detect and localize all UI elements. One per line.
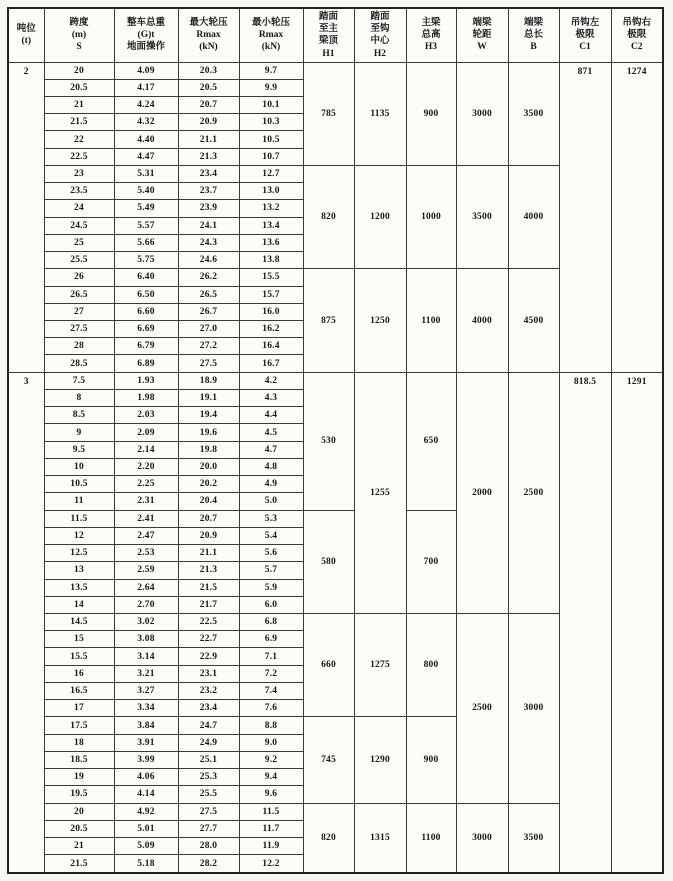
header-b xyxy=(508,8,559,62)
cell-rmax: 23.4 xyxy=(178,165,239,182)
cell-h1-group: 660 xyxy=(303,614,354,717)
cell-weight: 6.50 xyxy=(114,286,178,303)
header-c2-line: 吊钩右 xyxy=(622,17,651,28)
cell-weight: 6.60 xyxy=(114,303,178,320)
cell-rmax: 18.9 xyxy=(178,372,239,389)
cell-rmax: 26.2 xyxy=(178,269,239,286)
cell-weight: 2.20 xyxy=(114,458,178,475)
header-h1-line: H1 xyxy=(322,48,335,59)
cell-rmin: 12.2 xyxy=(239,855,303,873)
cell-span: 20.5 xyxy=(44,820,114,837)
cell-rmin: 9.2 xyxy=(239,751,303,768)
cell-rmax: 23.1 xyxy=(178,665,239,682)
header-rmin-line: (kN) xyxy=(261,42,281,53)
cell-rmin: 5.4 xyxy=(239,527,303,544)
cell-span: 26.5 xyxy=(44,286,114,303)
header-h2-line: 中心 xyxy=(370,36,390,47)
cell-span: 20 xyxy=(44,803,114,820)
cell-weight: 4.06 xyxy=(114,769,178,786)
cell-rmax: 20.9 xyxy=(178,527,239,544)
cell-weight: 4.24 xyxy=(114,96,178,113)
cell-span: 20.5 xyxy=(44,79,114,96)
cell-c2: 1274 xyxy=(611,62,663,372)
cell-h2-group: 1255 xyxy=(354,372,406,613)
header-span-line: (m) xyxy=(71,30,87,41)
header-h1-line: 梁顶 xyxy=(318,36,338,47)
cell-weight: 2.64 xyxy=(114,579,178,596)
cell-rmax: 28.0 xyxy=(178,838,239,855)
cell-rmin: 13.4 xyxy=(239,217,303,234)
cell-span: 27 xyxy=(44,303,114,320)
cell-rmax: 27.5 xyxy=(178,355,239,372)
cell-rmin: 4.3 xyxy=(239,389,303,406)
cell-rmax: 21.3 xyxy=(178,562,239,579)
cell-weight: 6.79 xyxy=(114,338,178,355)
cell-span: 10 xyxy=(44,458,114,475)
cell-span: 25 xyxy=(44,234,114,251)
cell-span: 13.5 xyxy=(44,579,114,596)
cell-rmax: 20.5 xyxy=(178,79,239,96)
cell-weight: 2.59 xyxy=(114,562,178,579)
cell-rmax: 22.9 xyxy=(178,648,239,665)
cell-b-group: 2500 xyxy=(508,372,559,613)
cell-rmin: 11.5 xyxy=(239,803,303,820)
spec-table xyxy=(7,7,664,874)
header-h2-line: H2 xyxy=(373,48,387,59)
cell-rmax: 25.1 xyxy=(178,751,239,768)
cell-span: 21.5 xyxy=(44,855,114,873)
cell-rmax: 24.9 xyxy=(178,734,239,751)
cell-weight: 1.93 xyxy=(114,372,178,389)
header-w xyxy=(456,8,508,62)
header-h2 xyxy=(354,8,406,62)
header-weight-line: (G)t xyxy=(137,30,155,41)
cell-c1: 871 xyxy=(559,62,611,372)
cell-h2-group: 1290 xyxy=(354,717,406,803)
cell-span: 9 xyxy=(44,424,114,441)
cell-rmin: 4.2 xyxy=(239,372,303,389)
cell-rmax: 27.2 xyxy=(178,338,239,355)
cell-rmax: 25.3 xyxy=(178,769,239,786)
cell-w-group: 4000 xyxy=(456,269,508,372)
cell-rmin: 7.4 xyxy=(239,682,303,699)
cell-b-group: 3500 xyxy=(508,803,559,873)
cell-weight: 4.14 xyxy=(114,786,178,803)
cell-span: 23.5 xyxy=(44,183,114,200)
cell-rmin: 11.9 xyxy=(239,838,303,855)
cell-span: 22.5 xyxy=(44,148,114,165)
cell-rmax: 20.0 xyxy=(178,458,239,475)
cell-span: 13 xyxy=(44,562,114,579)
cell-span: 25.5 xyxy=(44,252,114,269)
cell-rmax: 20.4 xyxy=(178,493,239,510)
cell-weight: 5.31 xyxy=(114,165,178,182)
cell-rmin: 12.7 xyxy=(239,165,303,182)
cell-rmax: 23.2 xyxy=(178,682,239,699)
cell-rmin: 10.7 xyxy=(239,148,303,165)
cell-rmax: 21.3 xyxy=(178,148,239,165)
cell-h1-group: 785 xyxy=(303,62,354,165)
cell-h1-group: 580 xyxy=(303,510,354,613)
cell-h1-group: 875 xyxy=(303,269,354,372)
cell-rmin: 11.7 xyxy=(239,820,303,837)
cell-weight: 4.92 xyxy=(114,803,178,820)
cell-span: 19.5 xyxy=(44,786,114,803)
header-h3-line: 主梁 xyxy=(421,17,441,28)
cell-tonnage: 2 xyxy=(8,62,44,372)
header-b-line: 总长 xyxy=(523,30,543,41)
cell-h3-group: 650 xyxy=(406,372,456,510)
cell-span: 24.5 xyxy=(44,217,114,234)
cell-rmin: 4.8 xyxy=(239,458,303,475)
cell-h3-group: 800 xyxy=(406,614,456,717)
cell-weight: 6.40 xyxy=(114,269,178,286)
cell-rmin: 4.7 xyxy=(239,441,303,458)
cell-rmin: 16.4 xyxy=(239,338,303,355)
cell-weight: 5.75 xyxy=(114,252,178,269)
cell-rmax: 21.1 xyxy=(178,131,239,148)
cell-rmin: 10.3 xyxy=(239,114,303,131)
header-c2 xyxy=(611,8,663,62)
cell-rmax: 20.7 xyxy=(178,510,239,527)
cell-weight: 4.09 xyxy=(114,62,178,79)
cell-weight: 3.08 xyxy=(114,631,178,648)
cell-rmin: 13.6 xyxy=(239,234,303,251)
cell-weight: 3.02 xyxy=(114,614,178,631)
cell-span: 23 xyxy=(44,165,114,182)
cell-rmax: 20.3 xyxy=(178,62,239,79)
header-rmin-line: 最小轮压 xyxy=(251,17,290,28)
cell-weight: 5.01 xyxy=(114,820,178,837)
cell-span: 16 xyxy=(44,665,114,682)
cell-rmin: 6.8 xyxy=(239,614,303,631)
cell-weight: 3.84 xyxy=(114,717,178,734)
cell-w-group: 2000 xyxy=(456,372,508,613)
cell-h2-group: 1315 xyxy=(354,803,406,873)
header-rmax-line: Rmax xyxy=(196,30,221,41)
cell-h3-group: 700 xyxy=(406,510,456,613)
cell-weight: 2.03 xyxy=(114,407,178,424)
cell-weight: 1.98 xyxy=(114,389,178,406)
cell-h1-group: 820 xyxy=(303,803,354,873)
header-c1-line: C1 xyxy=(579,42,591,53)
header-w-line: 端梁 xyxy=(472,17,492,28)
cell-span: 9.5 xyxy=(44,441,114,458)
cell-h3-group: 1100 xyxy=(406,803,456,873)
cell-weight: 5.49 xyxy=(114,200,178,217)
header-weight-line: 整车总重 xyxy=(126,17,165,28)
cell-span: 12.5 xyxy=(44,545,114,562)
cell-rmin: 6.0 xyxy=(239,596,303,613)
header-w-line: W xyxy=(477,42,487,53)
cell-rmax: 20.2 xyxy=(178,476,239,493)
cell-rmin: 9.0 xyxy=(239,734,303,751)
cell-w-group: 3500 xyxy=(456,165,508,268)
cell-span: 21 xyxy=(44,96,114,113)
cell-span: 11.5 xyxy=(44,510,114,527)
cell-h2-group: 1250 xyxy=(354,269,406,372)
cell-rmax: 21.7 xyxy=(178,596,239,613)
header-span-line: 跨度 xyxy=(69,17,89,28)
header-b-line: B xyxy=(530,42,537,53)
cell-rmin: 7.6 xyxy=(239,700,303,717)
cell-w-group: 2500 xyxy=(456,614,508,804)
cell-rmin: 10.5 xyxy=(239,131,303,148)
cell-rmin: 6.9 xyxy=(239,631,303,648)
table-body xyxy=(8,62,663,873)
header-h1-line: 踏面 xyxy=(318,11,338,22)
cell-span: 14.5 xyxy=(44,614,114,631)
header-c2-line: 极限 xyxy=(627,30,647,41)
cell-tonnage: 3 xyxy=(8,372,44,873)
cell-rmin: 4.5 xyxy=(239,424,303,441)
cell-weight: 2.41 xyxy=(114,510,178,527)
cell-rmin: 4.9 xyxy=(239,476,303,493)
cell-rmin: 13.0 xyxy=(239,183,303,200)
cell-weight: 5.09 xyxy=(114,838,178,855)
cell-weight: 3.14 xyxy=(114,648,178,665)
cell-span: 12 xyxy=(44,527,114,544)
cell-b-group: 4500 xyxy=(508,269,559,372)
cell-rmax: 23.7 xyxy=(178,183,239,200)
table-row xyxy=(8,62,663,79)
cell-rmax: 19.6 xyxy=(178,424,239,441)
cell-b-group: 4000 xyxy=(508,165,559,268)
cell-span: 20 xyxy=(44,62,114,79)
cell-span: 21 xyxy=(44,838,114,855)
cell-span: 26 xyxy=(44,269,114,286)
cell-w-group: 3000 xyxy=(456,62,508,165)
header-weight-line: 地面操作 xyxy=(126,42,165,53)
cell-rmin: 9.6 xyxy=(239,786,303,803)
cell-c2: 1291 xyxy=(611,372,663,873)
header-span-line: S xyxy=(76,42,82,53)
cell-rmin: 5.6 xyxy=(239,545,303,562)
cell-rmax: 19.8 xyxy=(178,441,239,458)
cell-rmin: 16.2 xyxy=(239,321,303,338)
cell-c1: 818.5 xyxy=(559,372,611,873)
cell-rmin: 16.7 xyxy=(239,355,303,372)
cell-weight: 4.32 xyxy=(114,114,178,131)
cell-span: 8.5 xyxy=(44,407,114,424)
cell-rmax: 26.5 xyxy=(178,286,239,303)
header-tonnage-line: (t) xyxy=(21,36,31,47)
cell-weight: 3.91 xyxy=(114,734,178,751)
cell-span: 28.5 xyxy=(44,355,114,372)
table-row xyxy=(8,372,663,389)
header-c1-line: 吊钩左 xyxy=(570,17,600,28)
cell-span: 27.5 xyxy=(44,321,114,338)
cell-h3-group: 1000 xyxy=(406,165,456,268)
header-h1-line: 至主 xyxy=(318,23,338,34)
cell-weight: 2.25 xyxy=(114,476,178,493)
cell-h2-group: 1275 xyxy=(354,614,406,717)
cell-weight: 4.47 xyxy=(114,148,178,165)
header-h1 xyxy=(303,8,354,62)
cell-weight: 2.09 xyxy=(114,424,178,441)
header-rmax xyxy=(178,8,239,62)
cell-rmin: 7.1 xyxy=(239,648,303,665)
header-rmin xyxy=(239,8,303,62)
cell-weight: 2.31 xyxy=(114,493,178,510)
cell-rmax: 26.7 xyxy=(178,303,239,320)
cell-rmax: 27.5 xyxy=(178,803,239,820)
cell-rmax: 20.7 xyxy=(178,96,239,113)
header-rmin-line: Rmax xyxy=(258,30,284,41)
cell-h3-group: 1100 xyxy=(406,269,456,372)
cell-rmax: 24.1 xyxy=(178,217,239,234)
cell-rmin: 9.9 xyxy=(239,79,303,96)
cell-h3-group: 900 xyxy=(406,717,456,803)
cell-weight: 2.53 xyxy=(114,545,178,562)
cell-weight: 2.70 xyxy=(114,596,178,613)
header-c1-line: 极限 xyxy=(575,30,595,41)
cell-rmin: 8.8 xyxy=(239,717,303,734)
cell-span: 17.5 xyxy=(44,717,114,734)
cell-weight: 2.14 xyxy=(114,441,178,458)
header-h3-line: 总高 xyxy=(421,30,441,41)
cell-rmin: 15.7 xyxy=(239,286,303,303)
cell-rmin: 16.0 xyxy=(239,303,303,320)
cell-weight: 6.69 xyxy=(114,321,178,338)
cell-weight: 4.17 xyxy=(114,79,178,96)
cell-w-group: 3000 xyxy=(456,803,508,873)
cell-rmin: 9.7 xyxy=(239,62,303,79)
cell-span: 18.5 xyxy=(44,751,114,768)
cell-rmax: 21.1 xyxy=(178,545,239,562)
header-rmax-line: 最大轮压 xyxy=(189,17,228,28)
cell-rmin: 13.8 xyxy=(239,252,303,269)
cell-rmin: 10.1 xyxy=(239,96,303,113)
cell-rmax: 24.6 xyxy=(178,252,239,269)
cell-b-group: 3000 xyxy=(508,614,559,804)
header-b-line: 端梁 xyxy=(523,17,543,28)
cell-rmax: 28.2 xyxy=(178,855,239,873)
cell-rmin: 4.4 xyxy=(239,407,303,424)
cell-weight: 5.57 xyxy=(114,217,178,234)
header-w-line: 轮距 xyxy=(472,30,492,41)
cell-rmax: 24.7 xyxy=(178,717,239,734)
cell-weight: 3.21 xyxy=(114,665,178,682)
header-row xyxy=(8,8,663,62)
cell-span: 7.5 xyxy=(44,372,114,389)
cell-span: 10.5 xyxy=(44,476,114,493)
header-rmax-line: (kN) xyxy=(199,42,218,53)
cell-weight: 5.40 xyxy=(114,183,178,200)
cell-h1-group: 530 xyxy=(303,372,354,510)
cell-weight: 5.66 xyxy=(114,234,178,251)
cell-h2-group: 1135 xyxy=(354,62,406,165)
cell-span: 11 xyxy=(44,493,114,510)
cell-weight: 5.18 xyxy=(114,855,178,873)
cell-rmax: 27.0 xyxy=(178,321,239,338)
cell-rmax: 24.3 xyxy=(178,234,239,251)
cell-weight: 2.47 xyxy=(114,527,178,544)
cell-h3-group: 900 xyxy=(406,62,456,165)
cell-rmax: 23.9 xyxy=(178,200,239,217)
cell-span: 15 xyxy=(44,631,114,648)
cell-span: 19 xyxy=(44,769,114,786)
cell-h2-group: 1200 xyxy=(354,165,406,268)
cell-rmin: 13.2 xyxy=(239,200,303,217)
header-tonnage xyxy=(8,8,44,62)
cell-rmax: 19.1 xyxy=(178,389,239,406)
header-weight xyxy=(114,8,178,62)
cell-b-group: 3500 xyxy=(508,62,559,165)
cell-rmin: 5.9 xyxy=(239,579,303,596)
cell-rmin: 5.0 xyxy=(239,493,303,510)
cell-span: 16.5 xyxy=(44,682,114,699)
header-span xyxy=(44,8,114,62)
cell-rmax: 27.7 xyxy=(178,820,239,837)
table-header xyxy=(8,8,663,62)
cell-rmin: 9.4 xyxy=(239,769,303,786)
cell-span: 28 xyxy=(44,338,114,355)
cell-rmin: 5.3 xyxy=(239,510,303,527)
cell-h1-group: 745 xyxy=(303,717,354,803)
cell-span: 22 xyxy=(44,131,114,148)
cell-rmax: 22.5 xyxy=(178,614,239,631)
cell-weight: 3.99 xyxy=(114,751,178,768)
cell-span: 24 xyxy=(44,200,114,217)
cell-span: 18 xyxy=(44,734,114,751)
cell-rmax: 19.4 xyxy=(178,407,239,424)
header-tonnage-line: 吨位 xyxy=(16,23,36,34)
cell-span: 17 xyxy=(44,700,114,717)
cell-rmax: 20.9 xyxy=(178,114,239,131)
cell-rmin: 7.2 xyxy=(239,665,303,682)
cell-weight: 3.34 xyxy=(114,700,178,717)
cell-rmax: 23.4 xyxy=(178,700,239,717)
header-c2-line: C2 xyxy=(630,42,643,53)
cell-weight: 4.40 xyxy=(114,131,178,148)
cell-span: 14 xyxy=(44,596,114,613)
cell-rmin: 5.7 xyxy=(239,562,303,579)
cell-span: 21.5 xyxy=(44,114,114,131)
header-c1 xyxy=(559,8,611,62)
cell-span: 15.5 xyxy=(44,648,114,665)
header-h3 xyxy=(406,8,456,62)
cell-span: 8 xyxy=(44,389,114,406)
header-h3-line: H3 xyxy=(424,42,438,53)
cell-h1-group: 820 xyxy=(303,165,354,268)
cell-rmax: 22.7 xyxy=(178,631,239,648)
header-h2-line: 至钩 xyxy=(370,23,390,34)
header-h2-line: 踏面 xyxy=(370,11,390,22)
cell-rmin: 15.5 xyxy=(239,269,303,286)
cell-weight: 3.27 xyxy=(114,682,178,699)
cell-rmax: 25.5 xyxy=(178,786,239,803)
cell-weight: 6.89 xyxy=(114,355,178,372)
cell-rmax: 21.5 xyxy=(178,579,239,596)
